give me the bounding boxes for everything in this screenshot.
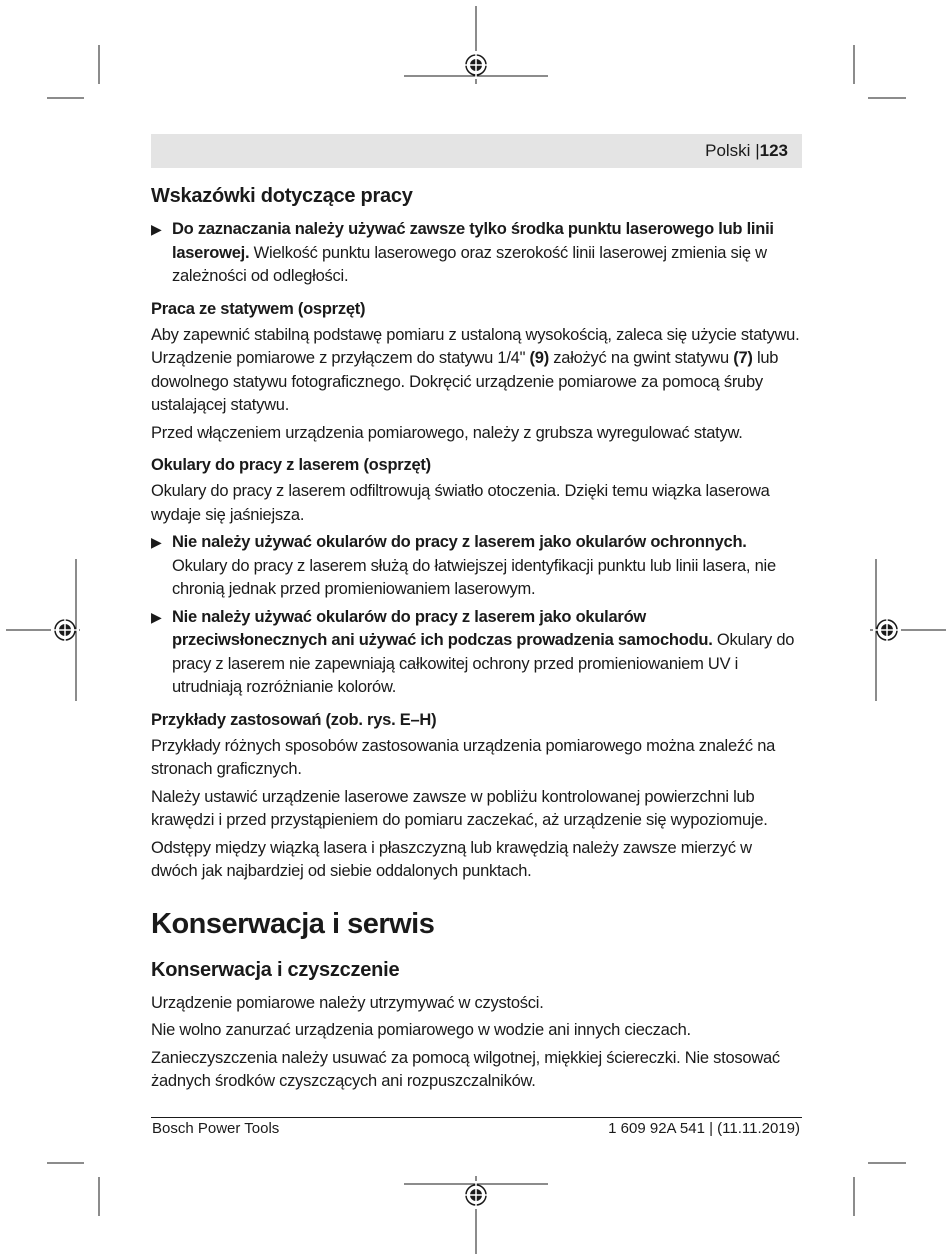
reference-number: (7)	[733, 349, 753, 367]
paragraph: Nie wolno zanurzać urządzenia pomiarowego w wodzie ani innych cieczach.	[151, 1021, 691, 1039]
footer-divider	[151, 1117, 802, 1118]
registration-mark-icon	[873, 616, 901, 644]
triangle-right-icon: ▶	[151, 608, 162, 625]
paragraph: Przed włączeniem urządzenia pomiarowego, należy z grubsza wyregulować statyw.	[151, 423, 743, 442]
list-item	[151, 531, 802, 602]
footer-doc-number: 1 609 92A 541 | (11.11.2019)	[608, 1120, 800, 1137]
header-language: Polski	[705, 141, 751, 160]
footer-publisher: Bosch Power Tools	[152, 1120, 280, 1137]
subsection-title-glasses: Okulary do pracy z laserem (osprzęt)	[151, 456, 431, 474]
registration-mark-icon	[462, 1181, 490, 1209]
paragraph: Odstępy między wiązką lasera i płaszczyzną lub krawędzią należy zawsze mierzyć w dwóch jak najbardziej od siebie oddalonych punktach.	[151, 838, 752, 880]
page-content	[151, 182, 802, 1098]
paragraph: Okulary do pracy z laserem odfiltrowują światło otoczenia. Dzięki temu wiązka laserowa wydaje się jaśniejsza.	[151, 482, 770, 524]
subsection-title-examples: Przykłady zastosowań (zob. rys. E–H)	[151, 710, 437, 729]
registration-mark-icon	[51, 616, 79, 644]
paragraph: Urządzenie pomiarowe należy utrzymywać w czystości.	[151, 993, 544, 1012]
list-item	[151, 606, 802, 700]
paragraph-text: Aby zapewnić stabilną podstawę pomiaru z ustaloną wysokością, zaleca się użycie statywu. Urządzenie pomiarowe z przyłączem do statywu 1/4"	[151, 325, 800, 367]
bullet-text: Okulary do pracy z laserem nie zapewniają całkowitej ochrony przed promieniowaniem UV i utrudniają rozróżnianie kolorów.	[172, 631, 795, 696]
subsection-title-tripod: Praca ze statywem (osprzęt)	[151, 299, 366, 318]
reference-number: (9)	[529, 349, 549, 367]
page-number: 123	[759, 141, 788, 160]
bullet-bold-text: Do zaznaczania należy używać zawsze tylko środka punktu laserowego lub linii laserowej.	[172, 220, 774, 262]
page-header	[151, 134, 802, 168]
paragraph: Należy ustawić urządzenie laserowe zawsze w pobliżu kontrolowanej powierzchni lub krawędzi i przed przystąpieniem do pomiaru zaczekać, aż urządzenie się wypoziomuje.	[151, 787, 768, 829]
registration-mark-icon	[462, 51, 490, 79]
list-item	[151, 218, 802, 289]
page-header-text	[705, 141, 788, 161]
paragraph: Przykłady różnych sposobów zastosowania urządzenia pomiarowego można znaleźć na stronach graficznych.	[151, 736, 776, 778]
paragraph-text: założyć na gwint statywu	[548, 349, 734, 367]
bullet-bold-text: Nie należy używać okularów do pracy z laserem jako okularów przeciwsłonecznych ani używać ich podczas prowadzenia samochodu.	[172, 607, 713, 649]
paragraph-text: lub dowolnego statywu fotograficznego. Dokręcić urządzenie pomiarowe za pomocą śruby ustalającej statywu.	[151, 349, 779, 414]
paragraph	[151, 324, 802, 418]
bullet-bold-text: Nie należy używać okularów do pracy z laserem jako okularów ochronnych.	[172, 533, 747, 551]
chapter-title-maintenance: Konserwacja i serwis	[151, 907, 435, 940]
bullet-text: Wielkość punktu laserowego oraz szerokość linii laserowej zmienia się w zależności od odległości.	[172, 243, 767, 285]
header-separator: |	[755, 141, 760, 160]
triangle-right-icon: ▶	[151, 221, 162, 237]
bullet-text: Okulary do pracy z laserem służą do łatwiejszej identyfikacji punktu lub linii lasera, nie chronią jednak przed promieniowaniem laserowym.	[172, 556, 776, 598]
paragraph: Zanieczyszczenia należy usuwać za pomocą wilgotnej, miękkiej ściereczki. Nie stosować żadnych środków czyszczących ani rozpuszczalników.	[151, 1048, 780, 1090]
section-title-work-tips: Wskazówki dotyczące pracy	[151, 185, 413, 207]
section-title-cleaning: Konserwacja i czyszczenie	[151, 958, 400, 981]
triangle-right-icon: ▶	[151, 534, 162, 550]
